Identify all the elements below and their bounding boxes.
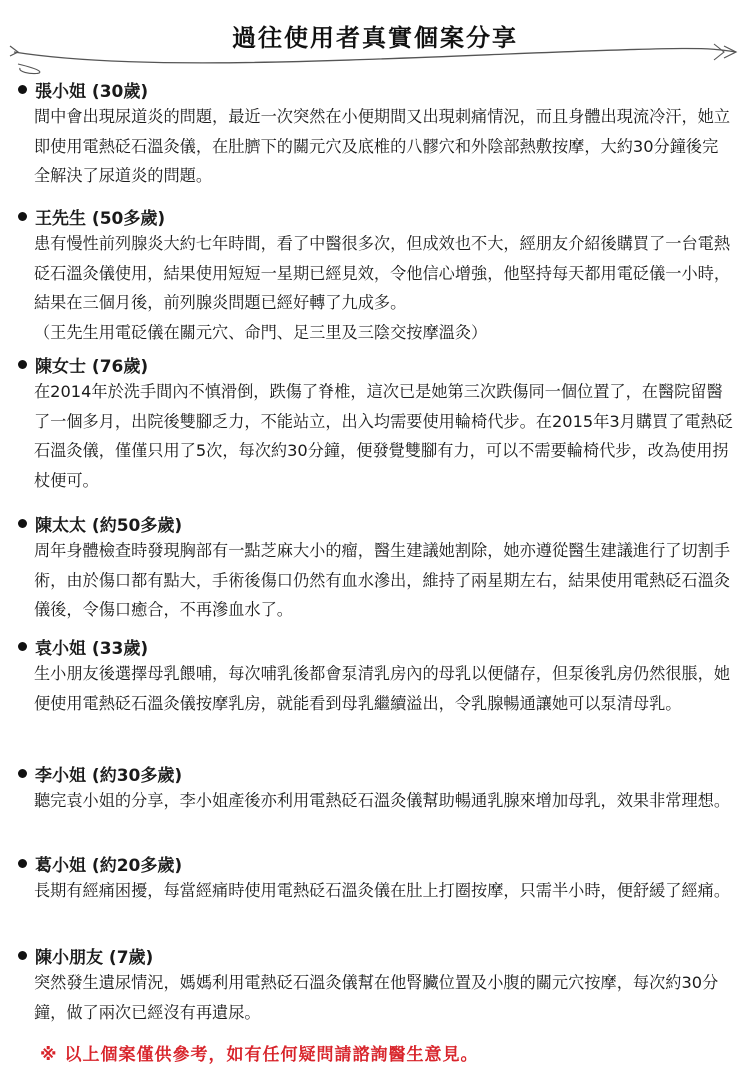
case-2: [18, 203, 738, 347]
bullet-icon: [18, 859, 27, 868]
disclaimer-note: ※ 以上個案僅供參考，如有任何疑問請諮詢醫生意見。: [40, 1045, 479, 1065]
case-8: [18, 942, 738, 1027]
case-name: 陳女士 (76歲): [35, 356, 149, 377]
case-text: 突然發生遺尿情況，媽媽利用電熱砭石溫灸儀幫在他腎臟位置及小腹的關元穴按摩，每次約30分鐘，做了兩次已經沒有再遺尿。: [34, 973, 719, 1022]
case-name: 張小姐 (30歲): [35, 81, 149, 102]
page-title: 過往使用者真實個案分享: [232, 24, 518, 52]
case-7: [18, 850, 738, 906]
case-text: 長期有經痛困擾，每當經痛時使用電熱砭石溫灸儀在肚上打圈按摩，只需半小時，便舒緩了經痛。: [34, 881, 731, 900]
case-text: 周年身體檢查時發現胸部有一點芝麻大小的瘤，醫生建議她割除，她亦遵從醫生建議進行了切割手術，由於傷口都有點大，手術後傷口仍然有血水滲出，維持了兩星期左右，結果使用電熱砭石溫灸儀後，令傷口癒合，不再滲血水了。: [34, 541, 731, 619]
bullet-icon: [18, 769, 27, 778]
bullet-icon: [18, 360, 27, 369]
case-3: [18, 351, 738, 495]
case-5: [18, 633, 738, 718]
case-text-wrapper: [34, 229, 734, 347]
case-1: [18, 76, 738, 191]
case-4: [18, 510, 738, 625]
case-name: 陳小朋友 (7歲): [35, 947, 154, 968]
bullet-icon: [18, 212, 27, 221]
case-name: 陳太太 (約50多歲): [35, 515, 183, 536]
bullet-icon: [18, 519, 27, 528]
case-name: 王先生 (50多歲): [35, 208, 166, 229]
case-name: 袁小姐 (33歲): [35, 638, 149, 659]
case-text: 生小朋友後選擇母乳餵哺，每次哺乳後都會泵清乳房內的母乳以便儲存，但泵後乳房仍然很脹，她便使用電熱砭石溫灸儀按摩乳房，就能看到母乳繼續溢出，令乳腺暢通讓她可以泵清母乳。: [34, 664, 731, 713]
decorative-arrow-icon: [8, 40, 742, 80]
case-6: [18, 760, 738, 816]
case-text: 間中會出現尿道炎的問題，最近一次突然在小便期間又出現刺痛情況，而且身體出現流冷汗，她立即使用電熱砭石溫灸儀，在肚臍下的關元穴及底椎的八髎穴和外陰部熱敷按摩，大約30分鐘後完全解決了尿道炎的問題。: [34, 107, 731, 185]
case-text: 聽完袁小姐的分享，李小姐產後亦利用電熱砭石溫灸儀幫助暢通乳腺來增加母乳，效果非常理想。: [34, 791, 731, 810]
bullet-icon: [18, 85, 27, 94]
bullet-icon: [18, 642, 27, 651]
case-text: 患有慢性前列腺炎大約七年時間，看了中醫很多次，但成效也不大，經朋友介紹後購買了一台電熱砭石溫灸儀使用，結果使用短短一星期已經見效，令他信心增強，他堅持每天都用電砭儀一小時，結果在三個月後，前列腺炎問題已經好轉了九成多。: [34, 234, 731, 312]
case-text: 在2014年於洗手間內不慎滑倒，跌傷了脊椎，這次已是她第三次跌傷同一個位置了，在醫院留醫了一個多月，出院後雙腳乏力，不能站立，出入均需要使用輪椅代步。在2015年3月購買了電熱砭石溫灸儀，僅僅只用了5次，每次約30分鐘，便發覺雙腳有力，可以不需要輪椅代步，改為使用拐杖便可。: [34, 382, 733, 490]
case-name: 李小姐 (約30多歲): [35, 765, 183, 786]
bullet-icon: [18, 951, 27, 960]
case-note: （王先生用電砭儀在關元穴、命門、足三里及三陰交按摩溫灸）: [34, 322, 488, 342]
case-name: 葛小姐 (約20多歲): [35, 855, 183, 876]
